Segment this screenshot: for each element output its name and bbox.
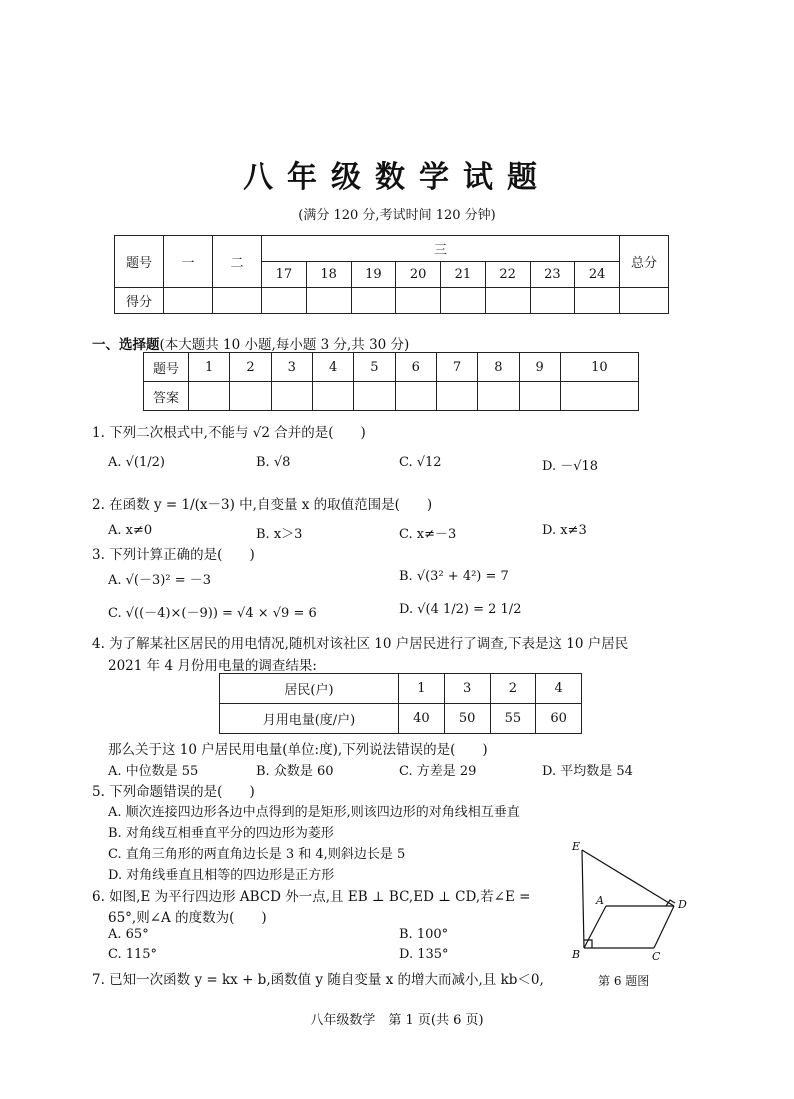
q1-option-c: C. √12 <box>399 455 442 470</box>
q4-row2-cell: 55 <box>490 704 536 734</box>
q6-option-b: B. 100° <box>399 927 449 942</box>
answer-label-q: 题号 <box>144 353 189 382</box>
score-sub: 22 <box>485 262 530 288</box>
score-table <box>114 235 669 314</box>
score-sec1: 一 <box>164 236 213 288</box>
q4-option-c: C. 方差是 29 <box>399 764 477 779</box>
answer-num: 1 <box>189 353 230 382</box>
q4-option-a: A. 中位数是 55 <box>108 764 199 779</box>
answer-num: 8 <box>478 353 519 382</box>
q3-option-a: A. √(－3)² = －3 <box>108 573 211 588</box>
q6-figure <box>566 838 696 993</box>
answer-num: 2 <box>230 353 271 382</box>
q1-option-a: A. √(1/2) <box>108 455 166 470</box>
score-sec3: 三 <box>262 236 620 262</box>
answer-num: 10 <box>560 353 638 382</box>
answer-cell[interactable] <box>189 382 230 411</box>
score-sub: 18 <box>306 262 351 288</box>
score-label-score: 得分 <box>115 288 164 314</box>
score-cell[interactable] <box>213 288 262 314</box>
score-sec2: 二 <box>213 236 262 288</box>
answer-num: 3 <box>271 353 312 382</box>
q4-stem-1: 4. 为了解某社区居民的用电情况,随机对该社区 10 户居民进行了调查,下表是这 10 户居民 <box>92 636 629 652</box>
q4-row1-cell: 2 <box>490 674 536 704</box>
score-sub: 23 <box>530 262 575 288</box>
score-sub: 21 <box>441 262 486 288</box>
q5-option-c: C. 直角三角形的两直角边长是 3 和 4,则斜边长是 5 <box>108 847 406 862</box>
q2-stem: 2. 在函数 y = 1/(x－3) 中,自变量 x 的取值范围是( ) <box>92 497 433 513</box>
answer-cell[interactable] <box>230 382 271 411</box>
score-cell[interactable] <box>575 288 620 314</box>
q3-option-d: D. √(4 1/2) = 2 1/2 <box>399 602 522 617</box>
q5-option-d: D. 对角线垂直且相等的四边形是正方形 <box>108 868 335 883</box>
score-cell[interactable] <box>485 288 530 314</box>
q2-option-d: D. x≠3 <box>542 523 587 538</box>
score-cell[interactable] <box>164 288 213 314</box>
answer-cell[interactable] <box>519 382 560 411</box>
q4-row1-label: 居民(户) <box>220 674 399 704</box>
q6-stem-1: 6. 如图,E 为平行四边形 ABCD 外一点,且 EB ⊥ BC,ED ⊥ CD,若∠E = <box>92 889 531 905</box>
answer-num: 9 <box>519 353 560 382</box>
q5-stem: 5. 下列命题错误的是( ) <box>92 784 255 800</box>
q4-data-table <box>219 673 582 734</box>
q6-figure-caption: 第 6 题图 <box>598 974 650 988</box>
score-cell[interactable] <box>396 288 441 314</box>
answer-cell[interactable] <box>312 382 353 411</box>
score-cell[interactable] <box>306 288 351 314</box>
score-sub: 20 <box>396 262 441 288</box>
q3-stem: 3. 下列计算正确的是( ) <box>92 547 255 563</box>
q4-row2-cell: 60 <box>536 704 582 734</box>
score-sub: 19 <box>351 262 396 288</box>
q6-option-a: A. 65° <box>108 927 149 942</box>
q6-stem-2: 65°,则∠A 的度数为( ) <box>108 910 267 926</box>
answer-num: 7 <box>436 353 477 382</box>
score-cell[interactable] <box>620 288 669 314</box>
q4-row2-label: 月用电量(度/户) <box>220 704 399 734</box>
answer-cell[interactable] <box>436 382 477 411</box>
score-sub: 24 <box>575 262 620 288</box>
q5-option-a: A. 顺次连接四边形各边中点得到的是矩形,则该四边形的对角线相互垂直 <box>108 805 520 820</box>
q4-option-d: D. 平均数是 54 <box>542 764 633 779</box>
answer-cell[interactable] <box>478 382 519 411</box>
answer-cell[interactable] <box>395 382 436 411</box>
page-footer: 八年级数学 第 1 页(共 6 页) <box>310 1013 484 1028</box>
q3-option-b: B. √(3² + 4²) = 7 <box>399 569 509 584</box>
answer-cell[interactable] <box>354 382 395 411</box>
score-sub: 17 <box>262 262 307 288</box>
q4-stem-2: 2021 年 4 月份用电量的调查结果: <box>108 658 317 674</box>
answer-num: 6 <box>395 353 436 382</box>
label-a: A <box>596 894 604 907</box>
answer-table <box>143 352 639 411</box>
q4-option-b: B. 众数是 60 <box>256 764 334 779</box>
q2-option-b: B. x＞3 <box>256 527 303 542</box>
edge-cd <box>654 906 674 948</box>
score-cell[interactable] <box>441 288 486 314</box>
q3-option-c: C. √((－4)×(－9)) = √4 × √9 = 6 <box>108 606 317 621</box>
q4-stem-3: 那么关于这 10 户居民用电量(单位:度),下列说法错误的是( ) <box>108 742 488 758</box>
q5-option-b: B. 对角线互相垂直平分的四边形为菱形 <box>108 826 334 841</box>
score-label-q: 题号 <box>115 236 164 288</box>
q4-row2-cell: 50 <box>444 704 490 734</box>
q4-row1-cell: 1 <box>399 674 445 704</box>
answer-cell[interactable] <box>271 382 312 411</box>
q4-row2-cell: 40 <box>399 704 445 734</box>
q6-option-d: D. 135° <box>399 947 449 962</box>
score-cell[interactable] <box>530 288 575 314</box>
q1-option-d: D. －√18 <box>542 459 599 474</box>
edge-ab <box>584 906 606 948</box>
score-cell[interactable] <box>262 288 307 314</box>
edge-eb <box>582 850 584 948</box>
answer-num: 4 <box>312 353 353 382</box>
label-d: D <box>678 898 687 911</box>
q4-row1-cell: 3 <box>444 674 490 704</box>
answer-label-a: 答案 <box>144 382 189 411</box>
q4-row1-cell: 4 <box>536 674 582 704</box>
label-e: E <box>572 840 581 853</box>
answer-num: 5 <box>354 353 395 382</box>
answer-cell[interactable] <box>560 382 638 411</box>
q6-option-c: C. 115° <box>108 947 158 962</box>
q1-option-b: B. √8 <box>256 455 291 470</box>
q7-stem: 7. 已知一次函数 y = kx + b,函数值 y 随自变量 x 的增大而减小,且 kb＜0, <box>92 972 544 988</box>
q2-option-c: C. x≠－3 <box>399 527 457 542</box>
page-subtitle: (满分 120 分,考试时间 120 分钟) <box>298 208 496 223</box>
q1-stem: 1. 下列二次根式中,不能与 √2 合并的是( ) <box>92 425 366 441</box>
score-total: 总分 <box>620 236 669 288</box>
page-title: 八年级数学试题 <box>243 160 551 195</box>
section1-heading: 一、选择题(本大题共 10 小题,每小题 3 分,共 30 分) <box>92 337 410 353</box>
label-b: B <box>572 948 581 961</box>
label-c: C <box>652 950 661 963</box>
q2-option-a: A. x≠0 <box>108 523 153 538</box>
score-cell[interactable] <box>351 288 396 314</box>
